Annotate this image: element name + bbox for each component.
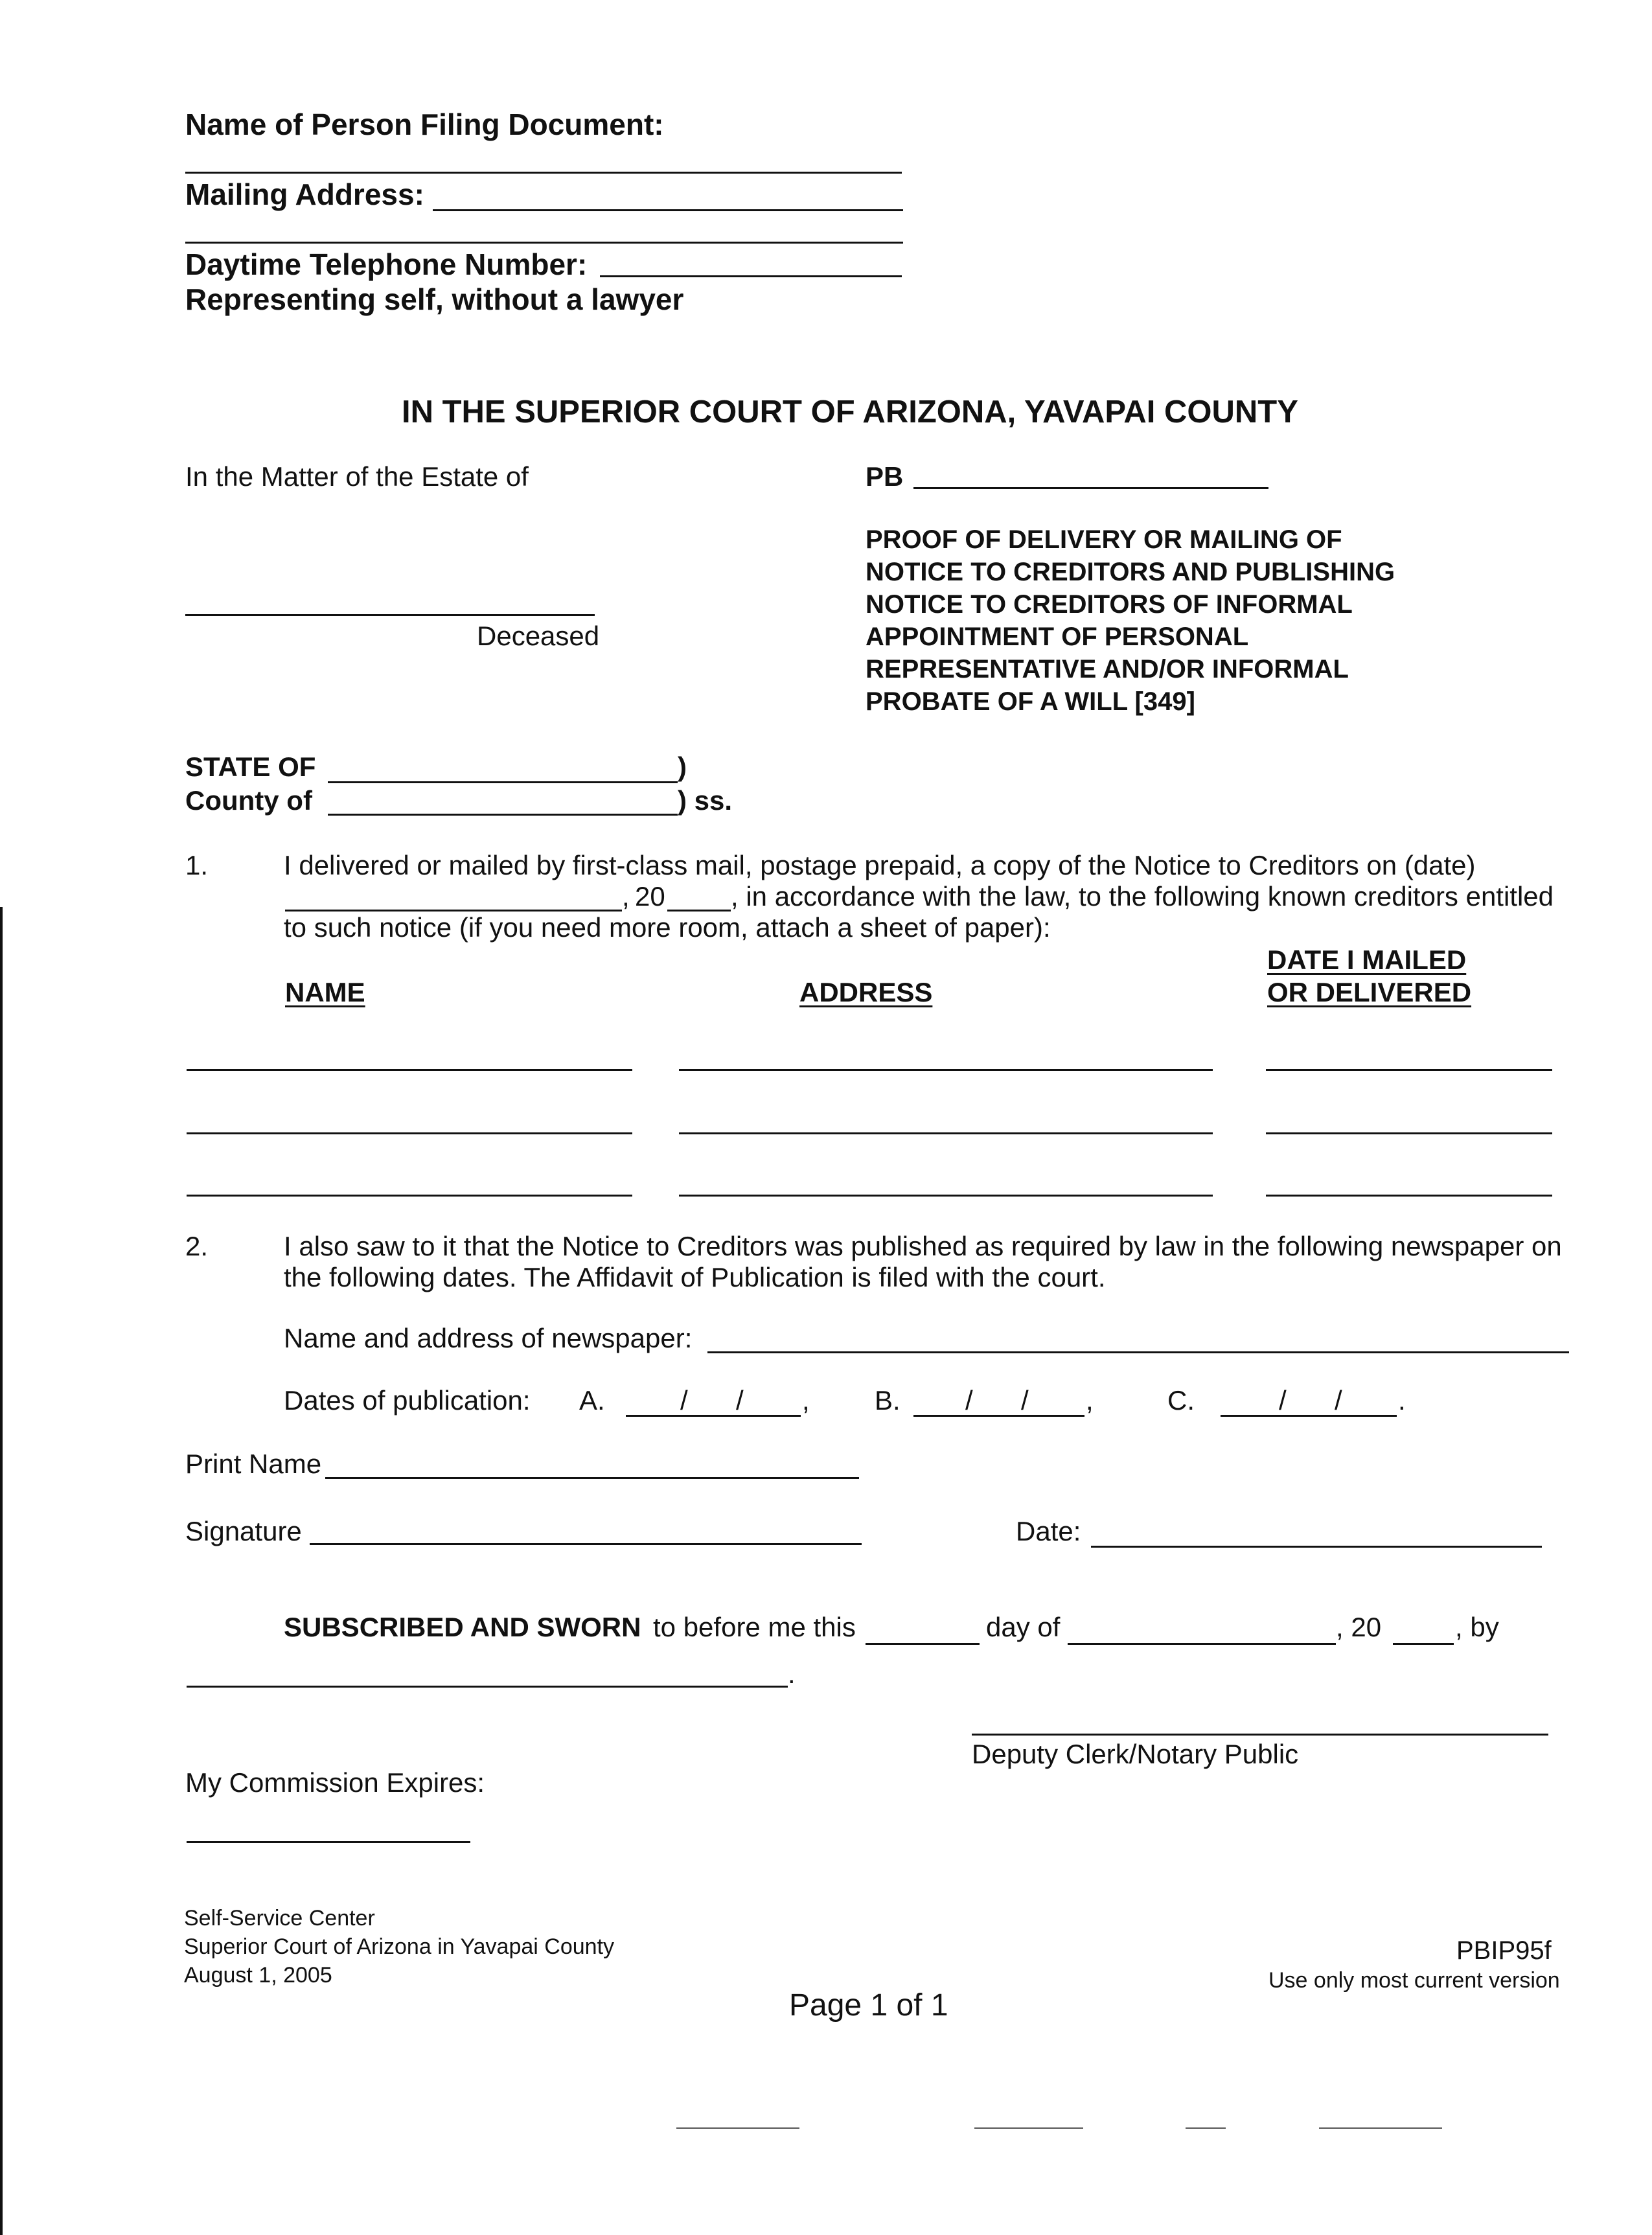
- document-title-line: NOTICE TO CREDITORS OF INFORMAL: [866, 590, 1353, 619]
- day-of-text: day of: [986, 1612, 1061, 1642]
- oath-day-line[interactable]: [866, 1643, 980, 1645]
- creditor-date-line[interactable]: [1266, 1132, 1552, 1134]
- form-id: PBIP95f: [1456, 1936, 1552, 1965]
- county-of-line[interactable]: [328, 814, 678, 816]
- matter-of-estate-label: In the Matter of the Estate of: [185, 461, 529, 492]
- daytime-phone-label: Daytime Telephone Number:: [185, 247, 588, 281]
- section-2-line-1: I also saw to it that the Notice to Creditors was published as required by law in the following newspaper on: [284, 1231, 1562, 1261]
- commission-expires-line[interactable]: [187, 1841, 470, 1843]
- date-a-slash-1: /: [680, 1385, 688, 1416]
- creditor-address-line[interactable]: [679, 1195, 1213, 1197]
- oath-month-line[interactable]: [1068, 1643, 1336, 1645]
- date-a-label: A.: [579, 1385, 605, 1416]
- print-name-label: Print Name: [185, 1449, 322, 1479]
- scan-mark: [1319, 2127, 1442, 2129]
- footer-date: August 1, 2005: [184, 1963, 332, 1988]
- column-header-date-1: DATE I MAILED: [1267, 945, 1467, 975]
- section-1-number: 1.: [185, 850, 209, 880]
- daytime-phone-line[interactable]: [600, 275, 902, 277]
- signature-label: Signature: [185, 1516, 302, 1546]
- name-of-person-label: Name of Person Filing Document:: [185, 108, 664, 141]
- case-number-prefix: PB: [866, 461, 904, 492]
- column-header-name: NAME: [285, 977, 365, 1007]
- publication-dates-label: Dates of publication:: [284, 1385, 531, 1416]
- affiant-name-line[interactable]: [187, 1686, 788, 1688]
- print-name-line[interactable]: [325, 1477, 859, 1479]
- date-b-comma: ,: [1086, 1385, 1094, 1416]
- section-1-comma: ,: [622, 881, 630, 911]
- publication-date-b-line[interactable]: [913, 1415, 1084, 1417]
- column-header-date-2: OR DELIVERED: [1267, 977, 1472, 1007]
- section-1-line-3: to such notice (if you need more room, attach a sheet of paper):: [284, 912, 1051, 943]
- creditor-name-line[interactable]: [187, 1132, 632, 1134]
- deceased-label: Deceased: [477, 621, 600, 651]
- name-field-line[interactable]: [185, 172, 902, 174]
- section-1-line-2: , in accordance with the law, to the following known creditors entitled: [731, 881, 1554, 911]
- date-b-slash-2: /: [1021, 1385, 1029, 1416]
- newspaper-line[interactable]: [707, 1351, 1569, 1353]
- signature-line[interactable]: [310, 1543, 862, 1545]
- section-1-year-prefix: 20: [635, 881, 665, 911]
- creditor-name-line[interactable]: [187, 1195, 632, 1197]
- state-of-label: STATE OF: [185, 751, 316, 782]
- publication-date-a-line[interactable]: [626, 1415, 801, 1417]
- creditor-date-line[interactable]: [1266, 1069, 1552, 1071]
- creditor-address-line[interactable]: [679, 1069, 1213, 1071]
- date-c-slash-1: /: [1279, 1385, 1287, 1416]
- date-b-slash-1: /: [965, 1385, 973, 1416]
- creditor-date-line[interactable]: [1266, 1195, 1552, 1197]
- clerk-signature-line[interactable]: [972, 1734, 1548, 1736]
- state-paren: ): [678, 751, 687, 782]
- commission-expires-label: My Commission Expires:: [185, 1767, 485, 1798]
- signature-date-line[interactable]: [1091, 1546, 1542, 1548]
- footer-court: Superior Court of Arizona in Yavapai County: [184, 1934, 615, 1959]
- document-title-line: REPRESENTATIVE AND/OR INFORMAL: [866, 655, 1349, 683]
- state-of-line[interactable]: [328, 781, 678, 783]
- page-number: Page 1 of 1: [789, 1988, 948, 2023]
- section-2-number: 2.: [185, 1231, 209, 1261]
- date-c-period: .: [1398, 1385, 1406, 1416]
- section-1-line-1: I delivered or mailed by first-class mail, postage prepaid, a copy of the Notice to Creditors on (date): [284, 850, 1476, 880]
- notice-year-line[interactable]: [667, 910, 731, 911]
- scan-mark: [1186, 2127, 1226, 2129]
- date-c-label: C.: [1167, 1385, 1195, 1416]
- section-2-line-2: the following dates. The Affidavit of Publication is filed with the court.: [284, 1262, 1106, 1292]
- oath-year-line[interactable]: [1393, 1643, 1454, 1645]
- oath-year-prefix: , 20: [1336, 1612, 1382, 1642]
- publication-date-c-line[interactable]: [1221, 1415, 1397, 1417]
- document-title-line: PROOF OF DELIVERY OR MAILING OF: [866, 525, 1342, 554]
- to-before-me-text: to before me this: [653, 1612, 856, 1642]
- scan-mark: [974, 2127, 1083, 2129]
- creditor-name-line[interactable]: [187, 1069, 632, 1071]
- affiant-line-period: .: [788, 1658, 796, 1689]
- case-number-line[interactable]: [913, 487, 1268, 489]
- document-title: [866, 523, 1395, 718]
- creditor-address-line[interactable]: [679, 1132, 1213, 1134]
- county-of-label: County of: [185, 785, 312, 816]
- version-note: Use only most current version: [1268, 1968, 1560, 1993]
- newspaper-label: Name and address of newspaper:: [284, 1323, 693, 1353]
- subscribed-and-sworn: SUBSCRIBED AND SWORN: [284, 1612, 641, 1642]
- document-title-line: APPOINTMENT OF PERSONAL: [866, 623, 1249, 651]
- mailing-address-line-1[interactable]: [433, 209, 903, 211]
- date-label: Date:: [1016, 1516, 1081, 1546]
- document-title-line: NOTICE TO CREDITORS AND PUBLISHING: [866, 558, 1395, 586]
- oath-by-text: , by: [1455, 1612, 1499, 1642]
- date-a-comma: ,: [802, 1385, 810, 1416]
- mailing-address-label: Mailing Address:: [185, 178, 424, 211]
- mailing-address-line-2[interactable]: [185, 242, 903, 244]
- footer-self-service: Self-Service Center: [184, 1906, 375, 1931]
- court-title: IN THE SUPERIOR COURT OF ARIZONA, YAVAPAI COUNTY: [402, 395, 1298, 430]
- representing-self-text: Representing self, without a lawyer: [185, 282, 684, 316]
- notice-date-line[interactable]: [285, 910, 622, 911]
- date-a-slash-2: /: [736, 1385, 744, 1416]
- decedent-name-line[interactable]: [185, 614, 595, 616]
- scan-edge: [0, 907, 3, 2235]
- date-b-label: B.: [875, 1385, 901, 1416]
- document-title-line: PROBATE OF A WILL [349]: [866, 687, 1195, 716]
- scan-mark: [676, 2127, 799, 2129]
- county-ss: ) ss.: [678, 785, 733, 816]
- deputy-clerk-label: Deputy Clerk/Notary Public: [972, 1739, 1299, 1769]
- column-header-address: ADDRESS: [799, 977, 933, 1007]
- date-c-slash-2: /: [1335, 1385, 1342, 1416]
